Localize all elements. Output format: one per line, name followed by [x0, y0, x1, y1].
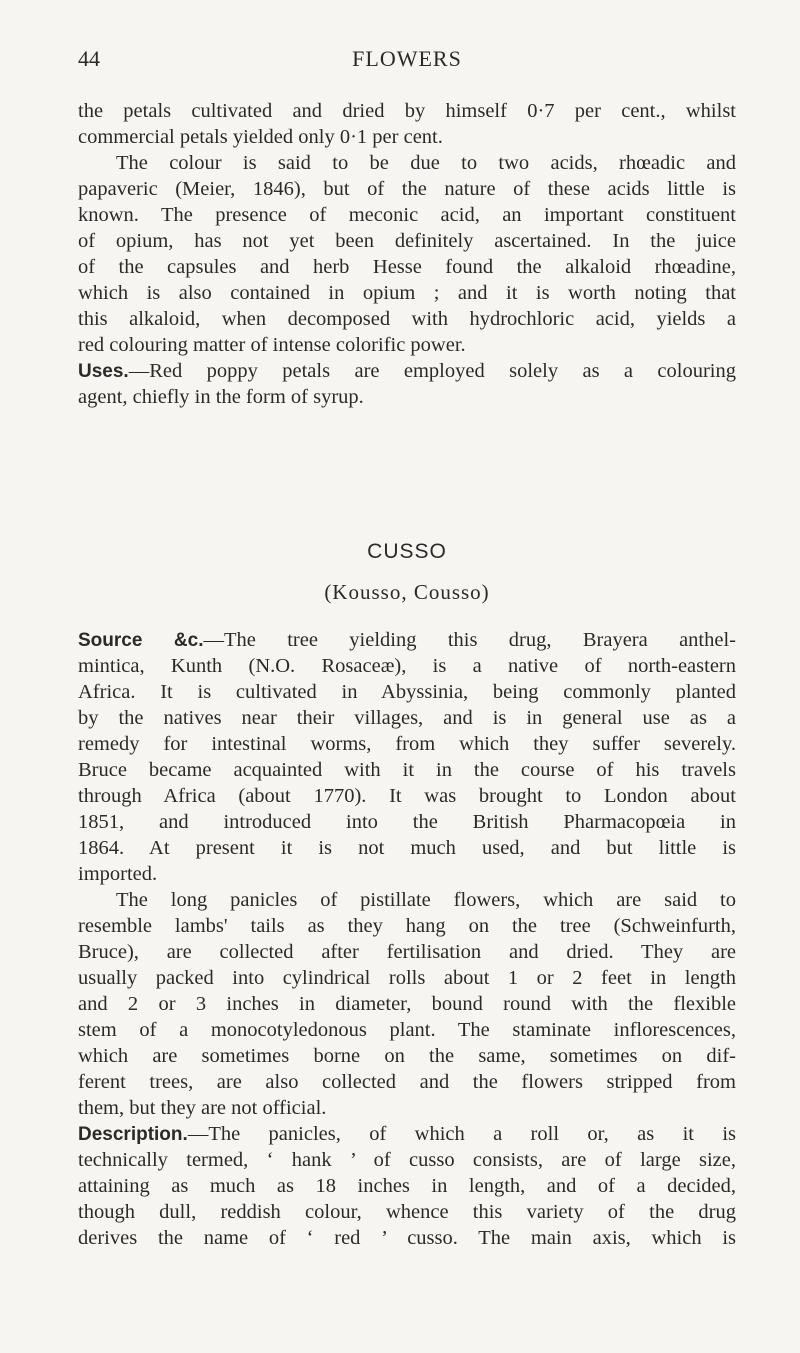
text-line: Bruce became acquainted with it in the course of his travels	[78, 759, 736, 781]
text-line: through Africa (about 1770). It was brought to London about	[78, 785, 736, 807]
text-line: the petals cultivated and dried by himself 0·7 per cent., whilst	[78, 100, 736, 122]
section-subtitle: (Kousso, Cousso)	[324, 580, 490, 604]
text-line: and 2 or 3 inches in diameter, bound round with the flexible	[78, 993, 736, 1015]
text-line: imported.	[78, 863, 158, 885]
text-line: papaveric (Meier, 1846), but of the nature of these acids little is	[78, 178, 736, 200]
text-line: The long panicles of pistillate flowers, which are said to	[116, 889, 736, 911]
text-line: derives the name of ‘ red ’ cusso. The main axis, which is	[78, 1227, 736, 1249]
description-paragraph-first-line	[78, 1121, 736, 1147]
text-line: which are sometimes borne on the same, sometimes on dif-	[78, 1045, 736, 1067]
text-line: of opium, has not yet been definitely ascertained. In the juice	[78, 230, 736, 252]
text-line: by the natives near their villages, and is in general use as a	[78, 707, 736, 729]
paragraph-source	[78, 627, 736, 1251]
text-line: 1864. At present it is not much used, and but little is	[78, 837, 736, 859]
source-text: —The tree yielding this drug, Brayera anthel-	[203, 629, 736, 651]
text-line: agent, chiefly in the form of syrup.	[78, 386, 364, 408]
page-header	[78, 44, 736, 74]
text-line: mintica, Kunth (N.O. Rosaceæ), is a native of north-eastern	[78, 655, 736, 677]
text-line: stem of a monocotyledonous plant. The staminate inflorescences,	[78, 1019, 736, 1041]
source-heading: Source &c.	[78, 630, 204, 651]
text-line: of the capsules and herb Hesse found the alkaloid rhœadine,	[78, 256, 736, 278]
text-line: usually packed into cylindrical rolls about 1 or 2 feet in length	[78, 967, 736, 989]
page-number: 44	[78, 46, 100, 71]
text-line: red colouring matter of intense colorific power.	[78, 334, 466, 356]
description-text: —The panicles, of which a roll or, as it is	[187, 1123, 736, 1145]
text-line: technically termed, ‘ hank ’ of cusso consists, are of large size,	[78, 1149, 736, 1171]
paragraph-colour	[78, 98, 736, 410]
text-line: Bruce), are collected after fertilisation and dried. They are	[78, 941, 736, 963]
text-line: remedy for intestinal worms, from which they suffer severely.	[78, 733, 736, 755]
description-heading: Description.	[78, 1124, 188, 1145]
text-line: known. The presence of meconic acid, an important constituent	[78, 204, 736, 226]
source-paragraph-first-line	[78, 627, 736, 653]
text-line: commercial petals yielded only 0·1 per cent.	[78, 126, 443, 148]
text-line: this alkaloid, when decomposed with hydrochloric acid, yields a	[78, 308, 736, 330]
text-line: The colour is said to be due to two acids, rhœadic and	[116, 152, 736, 174]
text-line: though dull, reddish colour, whence this variety of the drug	[78, 1201, 736, 1223]
text-line: resemble lambs' tails as they hang on the tree (Schweinfurth,	[78, 915, 736, 937]
uses-heading: Uses.	[78, 361, 129, 382]
section-title: CUSSO	[367, 540, 447, 563]
uses-paragraph-first-line	[78, 358, 736, 384]
text-line: them, but they are not official.	[78, 1097, 327, 1119]
text-line: 1851, and introduced into the British Pharmacopœia in	[78, 811, 736, 833]
text-line: Africa. It is cultivated in Abyssinia, being commonly planted	[78, 681, 736, 703]
text-line: attaining as much as 18 inches in length, and of a decided,	[78, 1175, 736, 1197]
running-head: FLOWERS	[352, 46, 462, 71]
uses-text: —Red poppy petals are employed solely as a colouring	[128, 360, 736, 382]
text-line: ferent trees, are also collected and the flowers stripped from	[78, 1071, 736, 1093]
text-line: which is also contained in opium ; and it is worth noting that	[78, 282, 736, 304]
